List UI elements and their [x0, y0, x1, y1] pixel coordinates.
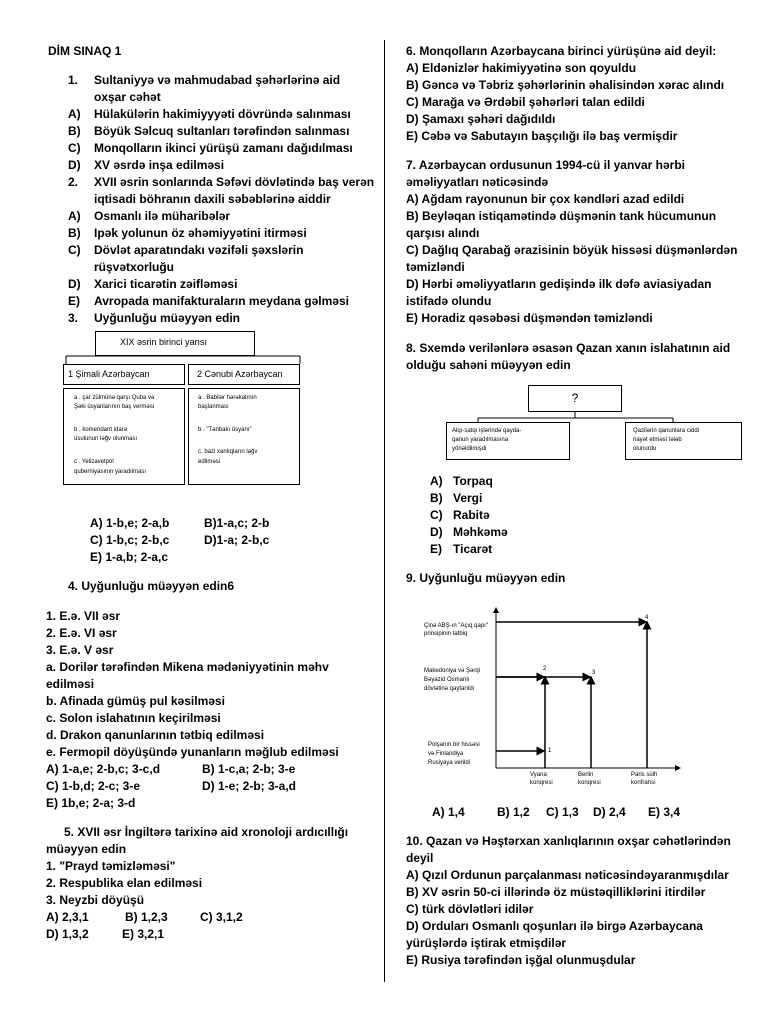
- q3-south-azerbaijan-title: 2 Cənubi Azərbaycan: [188, 364, 300, 385]
- exam-page: DİM SINAQ 1 1. Sultaniyyə və mahmudabad şəhərlərinə aid oxşar cəhət A) Hülakülərin hakimiyyyəti dövründə salınması B) Böyük Səlcuq sultanları tərəfindən salınması C) Monqolların ikinci yürüşü zamanı dağıdılması D) XV əsrdə inşa edilməsi 2. XVII əsrin sonlarında Səfəvi dövlətində baş verən iqtisadi böhranın daxili səbəblərinə aiddir A) Osmanlı ilə müharibələr B) Ipək yolunun öz əhəmiyyətini itirməsi C) Dövlət aparatındakı vəzifəli şəxslərin rüşvətxorluğu D) Xarici ticarətin zəifləməsi E) Avropada manifakturaların meydana gəlməsi 3. Uyğunluğu müəyyən edin XIX əsrin birinci yarısı 1 Şimali Azərbaycan 2 Cənubi Azərbaycan a . çar zülmünə qarşı Quba və Şəki üsyanlarının baş verməsi b . komendant idarə üsulunun ləğv olunması c . Yelizavetpol quberniyasının yaradılması a . Babilər hərəkatının başlanması b . "Tənbakı üsyanı" c. bazi xanlıqların ləğv edilməsi A) 1-b,e; 2-a,b B)1-a,c; 2-b C) 1-b,c; 2-b,c D)1-a; 2-b,c E) 1-a,b; 2-a,c 4. Uyğunluğu müəyyən edin6 1. E.ə. VII əsr 2. E.ə. VI əsr 3. E.ə. V əsr a. Dorilər tərəfindən Mikena mədəniyyətinin məhv edilməsi b. Afinada gümüş pul kəsilməsi c. Solon islahatının keçirilməsi d. Drakon qanunlarının tətbiq edilməsi e. Fermopil döyüşündə yunanların məğlub edilməsi A) 1-a,e; 2-b,c; 3-c,d B) 1-c,a; 2-b; 3-e C) 1-b,d; 2-c; 3-e D) 1-e; 2-b; 3-a,d E) 1b,e; 2-a; 3-d 5. XVII əsr İngiltərə tarixinə aid xronoloji ardıcıllığı müəyyən edin 1. "Prayd təmizləməsi" 2. Respublika elan edilməsi 3. Neyzbi döyüşü A) 2,3,1 B) 1,2,3 C) 3,1,2 D) 1,3,2 E) 3,2,1 6. Monqolların Azərbaycana birinci yürüşünə aid deyil: A) Eldənizlər hakimiyyətinə son qoyuldu B) Gəncə və Təbriz şəhərlərinin əhalisindən xərac alındı C) Marağa və Ərdəbil şəhərləri talan edildi D) Şamaxı şəhəri dağıdıldı E) Cəbə və Sabutayın başçılığı ilə baş vermişdir 7. Azərbaycan ordusunun 1994-cü il yanvar hərbi əməliyyatları nəticəsində A) Ağdam rayonunun bir çox kəndləri azad edildi B) Beyləqan istiqamətində düşmənin tank hücumunun qarşısı alındı C) Dağlıq Qarabağ ərazisinin böyük hissəsi düşmənlərdən təmizləndi D) Hərbi əməliyyatların gedişində ilk dəfə aviasiyadan istifadə olundu E) Horadiz qəsəbəsi düşməndən təmizləndi 8. Sxemdə verilənlərə əsasən Qazan xanın islahatının aid olduğu sahəni müəyyən edin ? Alqı-satqı işlərində qayda- qanun yaradılmasına yönəldilmişdi Qazilərin qanunlara ciddi riayət etməsi tələb olunurdu A) Torpaq B) Vergi C) Rabitə D) Məhkəmə E) Ticarət 9. Uyğunluğu müəyyən edin Çinə ABŞ-ın "Açıq qapı" prinsipinin tətbiq Makedoniya və Şərqi Bəyazid Osmanlı dövlətinə qaytarıldı Polşanın bir hissəsi və Finlandiya Rusiyaya verildi Vyana konqresi Berlin konqresi Paris sülh konfransı 1 2 3 4 A) 1,4 B) 1,2 C) 1,3 D) 2,4 E) 3,4 10. Qazan və Həştərxan xanlıqlarının oxşar cəhətlərindən deyil A) Qızıl Ordunun parçalanması nəticəsindəyaranmışdılar B) XV əsrin 50-ci illərində öz müstəqilliklərini itirdilər C) türk dövlətləri idilər D) Orduları Osmanlı qoşunları ilə birgə Azərbaycana yürüşlərdə iştirak etmişdilər E) Rusiya tərəfindən işğal olunmuşdular: [0, 0, 768, 1024]
- page-title: DİM SINAQ 1: [48, 44, 122, 58]
- q3-north-azerbaijan-title: 1 Şimali Azərbaycan: [63, 364, 185, 385]
- q3-top-box: XIX əsrin birinci yarısı: [95, 331, 255, 356]
- column-divider: [384, 40, 385, 982]
- q8-question-box: ?: [528, 385, 622, 412]
